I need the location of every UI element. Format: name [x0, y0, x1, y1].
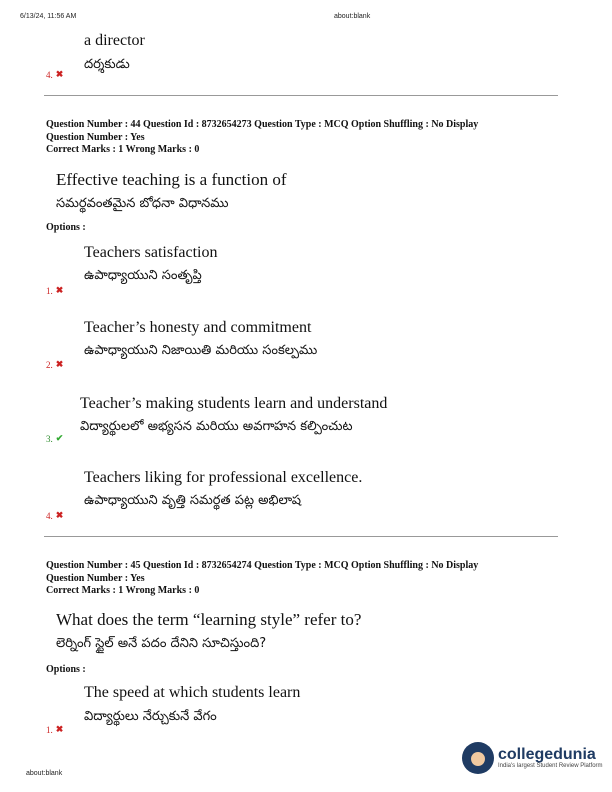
- q44-meta: [46, 119, 478, 157]
- q45-meta-line-2: Question Number : Yes: [46, 572, 145, 584]
- q44-meta-line-2: Question Number : Yes: [46, 131, 145, 143]
- logo-text: [498, 747, 603, 769]
- mascot-icon: [462, 742, 494, 774]
- q44-option4-telugu: ఉపాధ్యాయుని వృత్తి సమర్థత పట్ల అభిలాష: [84, 493, 302, 508]
- option-number: 4.: [46, 510, 53, 521]
- correct-check-icon: ✔: [55, 433, 64, 443]
- q45-text-english: What does the term “learning style” refer to?: [56, 610, 362, 629]
- prev-option4-english: a director: [84, 32, 145, 49]
- q44-options-label: Options :: [46, 222, 86, 233]
- q44-option3-number: [46, 433, 63, 444]
- wrong-mark-icon: ✖: [55, 359, 64, 369]
- q45-meta-line-1: Question Number : 45 Question Id : 8732654274 Question Type : MCQ Option Shuffling : No Display: [46, 560, 479, 571]
- q45-text-telugu: లెర్నింగ్ స్టైల్ అనే పదం దేనిని సూచిస్తుంది?: [56, 636, 267, 651]
- q44-option1-telugu: ఉపాధ్యాయుని సంతృప్తి: [84, 268, 202, 283]
- wrong-mark-icon: ✖: [55, 285, 64, 295]
- wrong-mark-icon: ✖: [55, 69, 64, 79]
- q44-meta-line-1: Question Number : 44 Question Id : 8732654273 Question Type : MCQ Option Shuffling : No Display: [46, 119, 479, 130]
- q45-meta-line-3: Correct Marks : 1 Wrong Marks : 0: [46, 585, 200, 596]
- q44-option3-telugu: విద్యార్థులలో అభ్యసన మరియు అవగాహన కల్పించుట: [80, 419, 353, 434]
- print-datetime: 6/13/24, 11:56 AM: [20, 13, 77, 20]
- collegedunia-logo: [462, 742, 603, 774]
- q44-option2-english: Teacher’s honesty and commitment: [84, 319, 312, 336]
- q45-meta: [46, 560, 478, 598]
- q45-option1-telugu: విద్యార్థులు నేర్చుకునే వేగం: [84, 709, 217, 724]
- q44-text-english: Effective teaching is a function of: [56, 170, 287, 189]
- q44-option4-number: [46, 510, 63, 521]
- wrong-mark-icon: ✖: [55, 510, 64, 520]
- print-footer-url: about:blank: [26, 770, 63, 777]
- option-number: 2.: [46, 359, 53, 370]
- prev-option4-number: [46, 69, 63, 80]
- q44-option1-number: [46, 285, 63, 296]
- q44-option2-telugu: ఉపాధ్యాయుని నిజాయితి మరియు సంకల్పము: [84, 343, 318, 358]
- wrong-mark-icon: ✖: [55, 724, 64, 734]
- q44-text-telugu: సమర్థవంతమైన బోధనా విధానము: [56, 196, 229, 211]
- option-number: 1.: [46, 724, 53, 735]
- brand-tagline: India's largest Student Review Platform: [498, 763, 603, 769]
- q45-option1-number: [46, 724, 63, 735]
- q44-option4-english: Teachers liking for professional excellence.: [84, 469, 363, 486]
- q44-meta-line-3: Correct Marks : 1 Wrong Marks : 0: [46, 144, 200, 155]
- q44-option3-english: Teacher’s making students learn and understand: [80, 395, 388, 412]
- option-number: 3.: [46, 433, 53, 444]
- question-divider: [44, 536, 558, 537]
- q45-option1-english: The speed at which students learn: [84, 684, 301, 701]
- q44-option1-english: Teachers satisfaction: [84, 244, 218, 261]
- q44-option2-number: [46, 359, 63, 370]
- q45-options-label: Options :: [46, 664, 86, 675]
- option-number: 4.: [46, 69, 53, 80]
- option-number: 1.: [46, 285, 53, 296]
- print-url: about:blank: [334, 13, 371, 20]
- brand-name: collegedunia: [498, 746, 596, 763]
- question-divider: [44, 95, 558, 96]
- prev-option4-telugu: దర్శకుడు: [84, 57, 130, 72]
